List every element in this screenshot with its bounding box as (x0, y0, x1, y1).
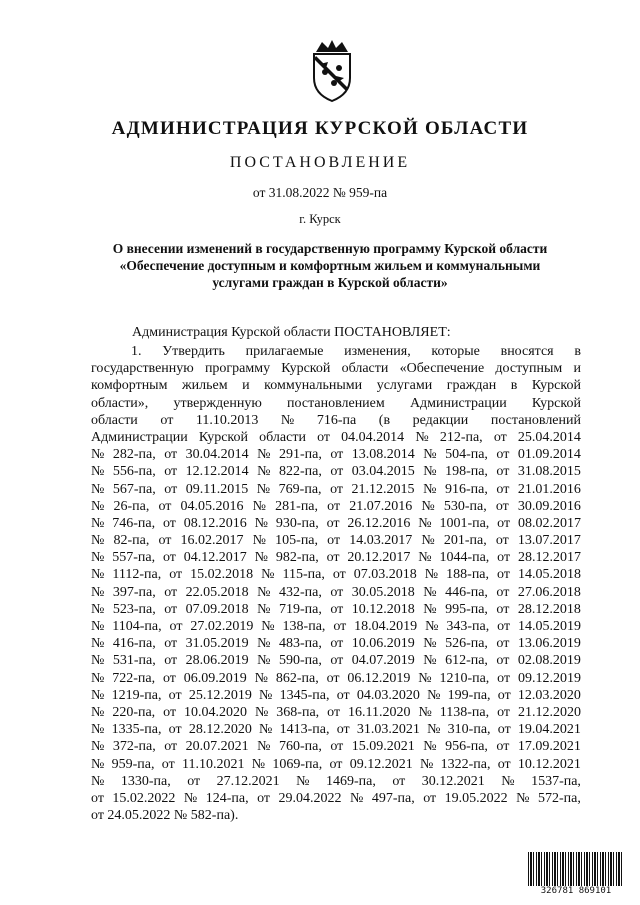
paragraph-line: № 1104-па, от 27.02.2019 № 138-па, от 18.04.2019 № 343-па, от 14.05.2019 (91, 619, 581, 634)
paragraph-line: № 26-па, от 04.05.2016 № 281-па, от 21.07.2016 № 530-па, от 30.09.2016 (91, 498, 581, 514)
paragraph-line: № 220-па, от 10.04.2020 № 368-па, от 16.11.2020 № 1138-па, от 21.12.2020 (91, 704, 581, 720)
paragraph-line: от 15.02.2022 № 124-па, от 29.04.2022 № 497-па, от 19.05.2022 № 572-па, (91, 790, 581, 806)
paragraph-line: от 24.05.2022 № 582-па). (91, 808, 239, 824)
paragraph-line: № 372-па, от 20.07.2021 № 760-па, от 15.09.2021 № 956-па, от 17.09.2021 (91, 739, 581, 755)
paragraph-line: № 1219-па, от 25.12.2019 № 1345-па, от 04.03.2020 № 199-па, от 12.03.2020 (91, 687, 581, 703)
paragraph-line: № 282-па, от 30.04.2014 № 291-па, от 13.08.2014 № 504-па, от 01.09.2014 (91, 447, 581, 463)
paragraph-line: № 82-па, от 16.02.2017 № 105-па, от 14.03.2017 № 201-па, от 13.07.2017 (91, 533, 581, 549)
document-subject (80, 240, 580, 291)
paragraph-line: области от 11.10.2013 № 716-па (в редакции постановлений (91, 412, 581, 428)
subject-line: «Обеспечение доступным и комфортным жильем и коммунальными (119, 258, 541, 273)
organization-title: АДМИНИСТРАЦИЯ КУРСКОЙ ОБЛАСТИ (111, 118, 529, 139)
document-type: ПОСТАНОВЛЕНИЕ (229, 154, 411, 171)
paragraph-line: № 557-па, от 04.12.2017 № 982-па, от 20.12.2017 № 1044-па, от 28.12.2017 (91, 550, 581, 566)
paragraph-line: № 1335-па, от 28.12.2020 № 1413-па, от 31.03.2021 № 310-па, от 19.04.2021 (91, 722, 581, 738)
paragraph-line: государственную программу Курской области «Обеспечение доступным и (91, 361, 581, 377)
subject-line: услугами граждан в Курской области» (212, 275, 448, 290)
paragraph-line: № 1330-па, от 27.12.2021 № 1469-па, от 30.12.2021 № 1537-па, (91, 773, 581, 789)
paragraph-line: комфортным жильем и коммунальными услугами граждан в Курской (91, 378, 581, 394)
kursk-coat-of-arms-icon (306, 38, 358, 104)
paragraph-line: № 959-па, от 11.10.2021 № 1069-па, от 09.12.2021 № 1322-па, от 10.12.2021 (91, 756, 581, 772)
barcode-icon (528, 852, 624, 886)
paragraph-line: № 722-па, от 06.09.2019 № 862-па, от 06.12.2019 № 1210-па, от 09.12.2019 (91, 670, 581, 686)
paragraph-line: Администрации Курской области от 04.04.2014 № 212-па, от 25.04.2014 (91, 429, 581, 445)
barcode-number: 326781 869101 (540, 886, 612, 896)
paragraph-line: № 567-па, от 09.11.2015 № 769-па, от 21.12.2015 № 916-па, от 21.01.2016 (91, 481, 581, 497)
paragraph-line: № 531-па, от 28.06.2019 № 590-па, от 04.07.2019 № 612-па, от 02.08.2019 (91, 653, 581, 669)
paragraph-line: № 556-па, от 12.12.2014 № 822-па, от 03.04.2015 № 198-па, от 31.08.2015 (91, 464, 581, 480)
barcode (528, 852, 624, 898)
paragraph-line: № 397-па, от 22.05.2018 № 432-па, от 30.05.2018 № 446-па, от 27.06.2018 (91, 584, 581, 600)
preamble-text: Администрация Курской области ПОСТАНОВЛЯЕТ: (132, 325, 451, 340)
paragraph-line: № 416-па, от 31.05.2019 № 483-па, от 10.06.2019 № 526-па, от 13.06.2019 (91, 636, 581, 652)
paragraph-line: № 523-па, от 07.09.2018 № 719-па, от 10.12.2018 № 995-па, от 28.12.2018 (91, 601, 581, 617)
city-label: г. Курск (299, 212, 341, 226)
paragraph-1 (91, 343, 581, 824)
paragraph-line: № 746-па, от 08.12.2016 № 930-па, от 26.12.2016 № 1001-па, от 08.02.2017 (91, 515, 581, 531)
paragraph-line: № 1112-па, от 15.02.2018 № 115-па, от 07.03.2018 № 188-па, от 14.05.2018 (91, 567, 581, 583)
paragraph-line: области», утвержденную постановлением Администрации Курской (91, 395, 581, 411)
paragraph-line: 1. Утвердить прилагаемые изменения, которые вносятся в (131, 344, 581, 359)
document-number: от 31.08.2022 № 959-па (252, 185, 388, 200)
subject-line: О внесении изменений в государственную программу Курской области (112, 241, 548, 256)
